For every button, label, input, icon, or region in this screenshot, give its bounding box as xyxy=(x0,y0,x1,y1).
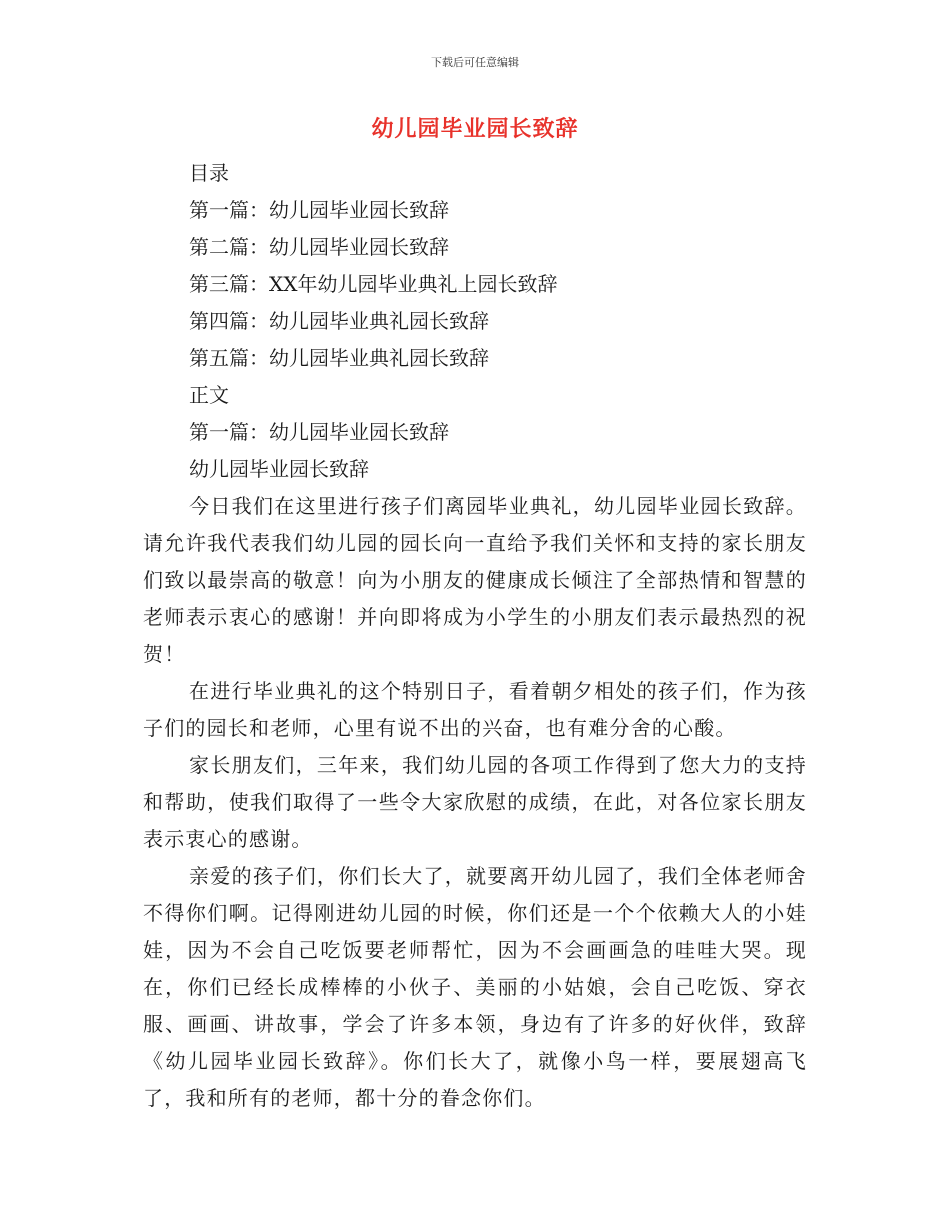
body-paragraph: 家长朋友们，三年来，我们幼儿园的各项工作得到了您大力的支持和帮助，使我们取得了一些令大家欣慰的成绩，在此，对各位家长朋友表示衷心的感谢。 xyxy=(143,753,807,851)
section-label: 第一篇：幼儿园毕业园长致辞 xyxy=(189,420,449,444)
toc-item: 第二篇：幼儿园毕业园长致辞 xyxy=(189,235,449,259)
toc-item: 第五篇：幼儿园毕业典礼园长致辞 xyxy=(189,346,489,370)
body-heading: 正文 xyxy=(189,383,229,407)
body-paragraph: 亲爱的孩子们，你们长大了，就要离开幼儿园了，我们全体老师舍不得你们啊。记得刚进幼儿园的时候，你们还是一个个依赖大人的小娃娃，因为不会自己吃饭要老师帮忙，因为不会画画急的哇哇大哭。现在，你们已经长成棒棒的小伙子、美丽的小姑娘，会自己吃饭、穿衣服、画画、讲故事，学会了许多本领，身边有了许多的好伙伴，致辞《幼儿园毕业园长致辞》。你们长大了，就像小鸟一样，要展翅高飞了，我和所有的老师，都十分的眷念你们。 xyxy=(143,864,807,1110)
section-title: 幼儿园毕业园长致辞 xyxy=(189,457,369,481)
document-title: 幼儿园毕业园长致辞 xyxy=(371,117,579,142)
toc-item: 第三篇：XX年幼儿园毕业典礼上园长致辞 xyxy=(189,272,558,296)
header-note: 下载后可任意编辑 xyxy=(431,56,519,69)
toc-item: 第四篇：幼儿园毕业典礼园长致辞 xyxy=(189,309,489,333)
body-paragraph: 在进行毕业典礼的这个特别日子，看着朝夕相处的孩子们，作为孩子们的园长和老师，心里有说不出的兴奋，也有难分舍的心酸。 xyxy=(143,679,807,740)
toc-item: 第一篇：幼儿园毕业园长致辞 xyxy=(189,198,449,222)
toc-heading: 目录 xyxy=(189,161,229,185)
document-body xyxy=(143,155,807,1117)
body-paragraph: 今日我们在这里进行孩子们离园毕业典礼，幼儿园毕业园长致辞。请允许我代表我们幼儿园的园长向一直给予我们关怀和支持的家长朋友们致以最崇高的敬意！向为小朋友的健康成长倾注了全部热情和智慧的老师表示衷心的感谢！并向即将成为小学生的小朋友们表示最热烈的祝贺！ xyxy=(143,494,807,666)
